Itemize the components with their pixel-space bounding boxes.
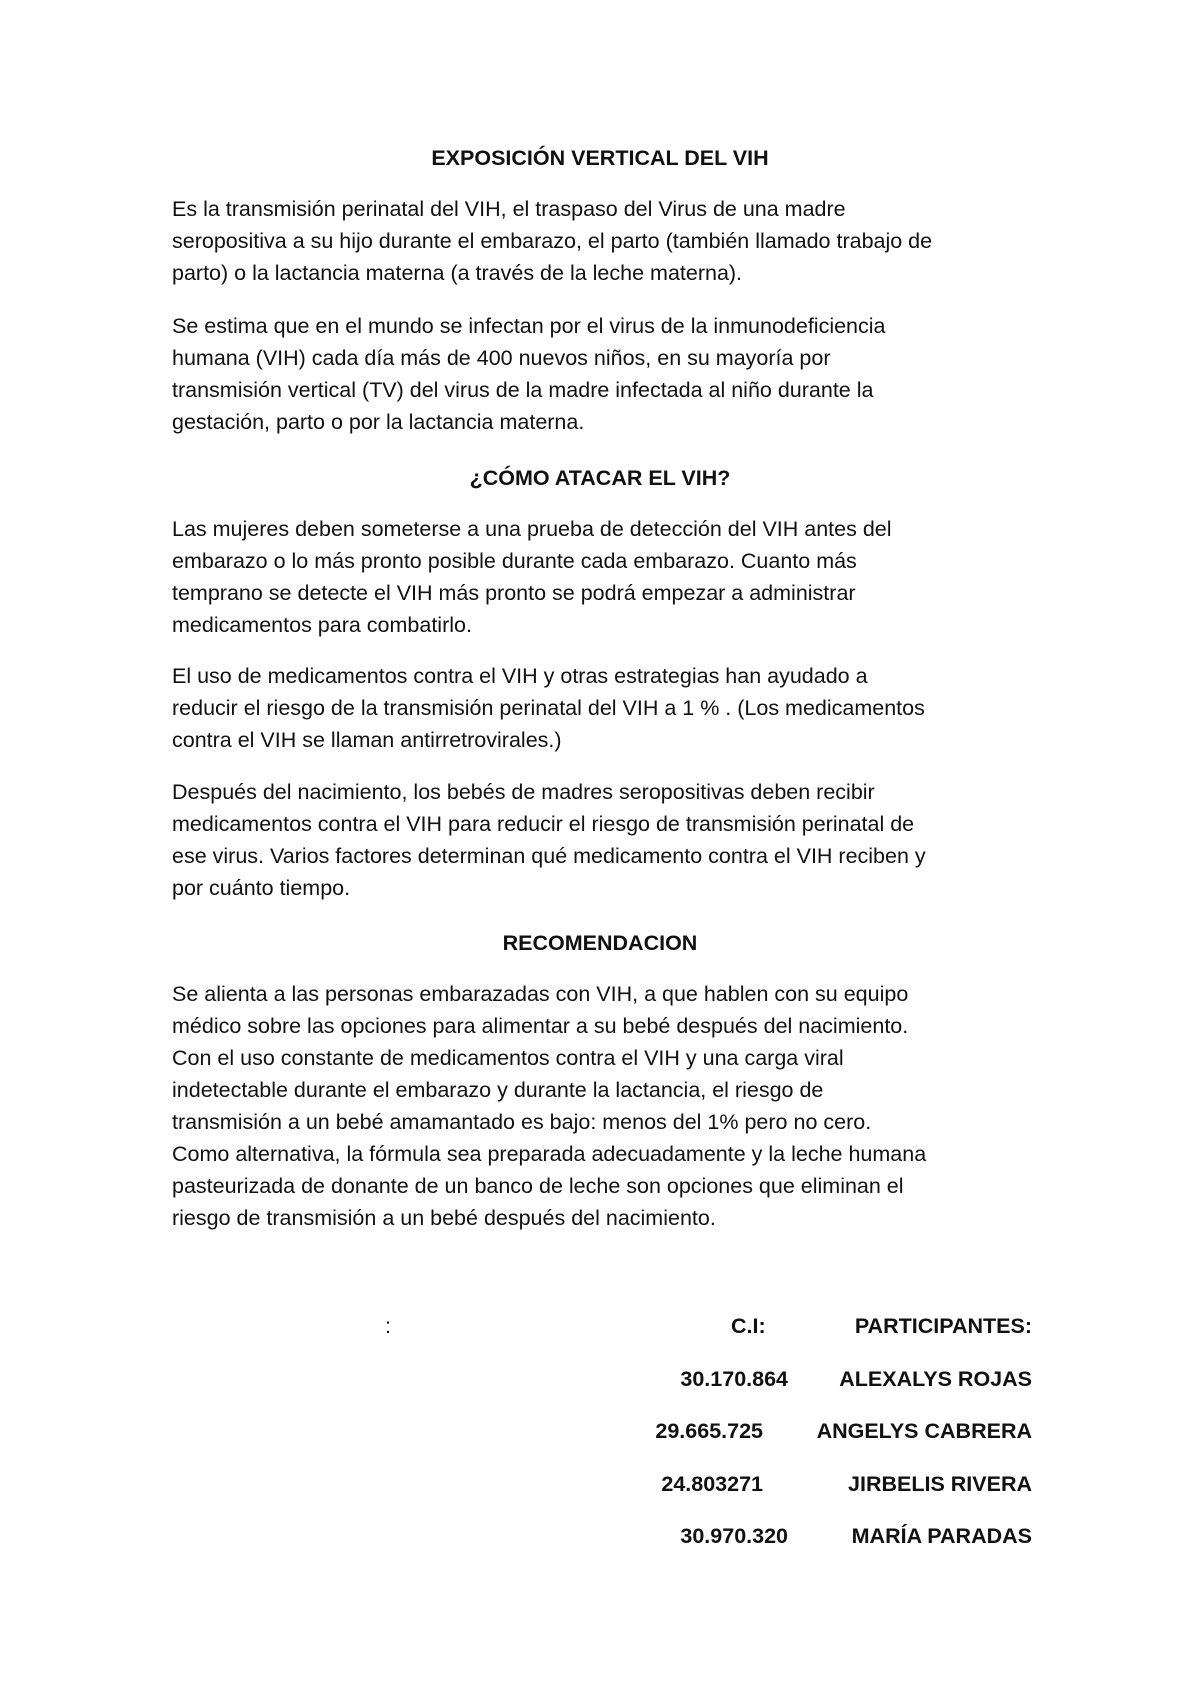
participant-name: ALEXALYS ROJAS: [839, 1367, 1032, 1391]
participant-ci: 30.970.320: [680, 1524, 788, 1548]
participant-name: MARÍA PARADAS: [851, 1524, 1032, 1548]
title-como-atacar: ¿CÓMO ATACAR EL VIH?: [469, 466, 731, 490]
participant-ci: 24.803271: [661, 1472, 763, 1496]
title-exposicion: EXPOSICIÓN VERTICAL DEL VIH: [431, 146, 769, 170]
paragraph-definition: Es la transmisión perinatal del VIH, el traspaso del Virus de una madre seropositiva a su hijo durante el embarazo, el parto (también llamado trabajo de parto) o la lactancia materna (a través de la leche materna).: [172, 197, 933, 285]
participant-ci: 30.170.864: [680, 1367, 788, 1391]
title-recomendacion: RECOMENDACION: [502, 931, 698, 955]
paragraph-recommendation: Se alienta a las personas embarazadas con VIH, a que hablen con su equipo médico sobre las opciones para alimentar a su bebé después del nacimiento. Con el uso constante de medicamentos contra el VIH y una carga viral indetectable durante el embarazo y durante la lactancia, el riesgo de transmisión a un bebé amamantado es bajo: menos del 1% pero no cero. Como alternativa, la fórmula sea preparada adecuadamente y la leche humana pasteurizada de donante de un banco de leche son opciones que eliminan el riesgo de transmisión a un bebé después del nacimiento.: [172, 982, 927, 1230]
participants-header: PARTICIPANTES:: [854, 1314, 1032, 1338]
participant-name: JIRBELIS RIVERA: [848, 1472, 1032, 1496]
stray-colon: :: [385, 1314, 391, 1338]
participant-ci: 29.665.725: [655, 1419, 763, 1443]
ci-header: C.I:: [731, 1314, 766, 1338]
paragraph-testing: Las mujeres deben someterse a una prueba de detección del VIH antes del embarazo o lo más pronto posible durante cada embarazo. Cuanto más temprano se detecte el VIH más pronto se podrá empezar a administrar medicamentos para combatirlo.: [172, 517, 892, 637]
paragraph-after-birth: Después del nacimiento, los bebés de madres seropositivas deben recibir medicamentos contra el VIH para reducir el riesgo de transmisión perinatal de ese virus. Varios factores determinan qué medicamento contra el VIH reciben y por cuánto tiempo.: [172, 780, 926, 900]
paragraph-statistics: Se estima que en el mundo se infectan por el virus de la inmunodeficiencia humana (VIH) cada día más de 400 nuevos niños, en su mayoría por transmisión vertical (TV) del virus de la madre infectada al niño durante la gestación, parto o por la lactancia materna.: [172, 314, 886, 434]
participant-name: ANGELYS CABRERA: [816, 1419, 1032, 1443]
paragraph-medication: El uso de medicamentos contra el VIH y otras estrategias han ayudado a reducir el riesgo de la transmisión perinatal del VIH a 1 % . (Los medicamentos contra el VIH se llaman antirretrovirales.): [172, 664, 925, 752]
